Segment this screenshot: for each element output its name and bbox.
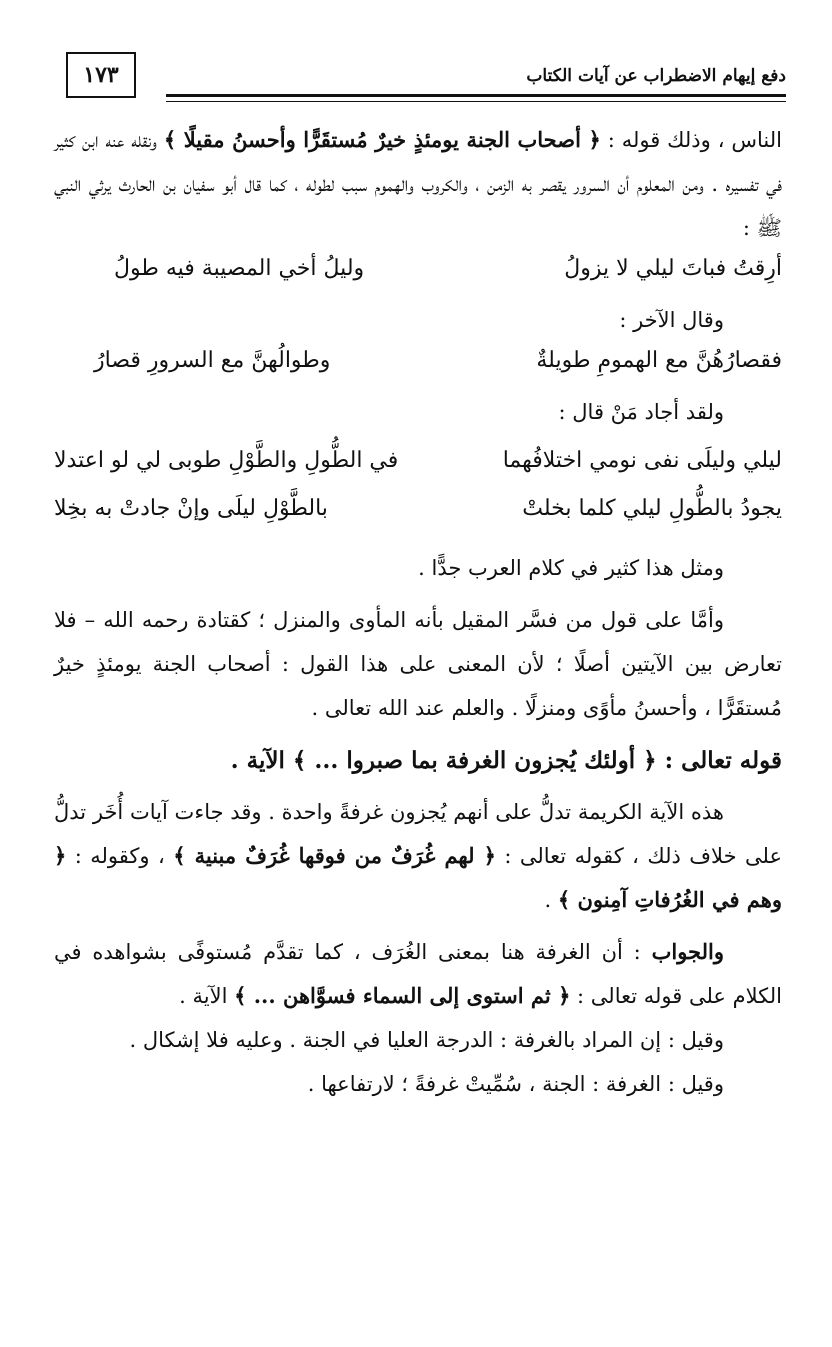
- quran-quote: أولئك يُجزون الغرفة بما صبروا ...: [306, 747, 644, 774]
- paragraph-well-said: ولقد أجاد مَنْ قال :: [558, 400, 724, 424]
- text-span: الآية .: [179, 984, 235, 1008]
- verse-first-hemistich: أرِقتُ فباتَ ليلي لا يزولُ: [564, 256, 782, 281]
- text-span: قوله تعالى :: [656, 747, 782, 774]
- ornate-bracket-open: ﴿: [483, 843, 496, 868]
- text-span: هذه الآية الكريمة تدلُّ على أنهم يُجزون غرفةً واحدة . وقد جاءت آيات أُخَر تدلُّ على خلاف ذلك ، كقوله تعالى :: [54, 800, 782, 868]
- header-rule-thin: [166, 101, 786, 102]
- verse-second-hemistich: في الطُّولِ والطَّوْلِ طوبى لي لو اعتدلا: [54, 448, 399, 473]
- paragraph-common: ومثل هذا كثير في كلام العرب جدًّا .: [418, 556, 724, 580]
- poem-verse-2: [54, 342, 782, 390]
- ornate-bracket-close: ﴾: [234, 983, 247, 1008]
- ornate-bracket-open: ﴿: [54, 843, 67, 868]
- ornate-bracket-open: ﴿: [588, 127, 601, 152]
- running-title: دفع إيهام الاضطراب عن آيات الكتاب: [526, 66, 786, 86]
- quran-quote: لهم غُرَفٌ من فوقها غُرَفٌ مبنية: [185, 843, 484, 868]
- quran-quote: أصحاب الجنة يومئذٍ خيرٌ مُستقَرًّا وأحسنُ مقيلًا: [176, 127, 589, 152]
- verse-first-hemistich: فقصارُهُنَّ مع الهمومِ طويلةٌ: [536, 348, 782, 373]
- paragraph-said-2: وقيل : الغرفة : الجنة ، سُمِّيتْ غرفةً ؛ لارتفاعها .: [307, 1072, 724, 1096]
- ornate-bracket-close: ﴾: [173, 843, 186, 868]
- poem-verse-1: [54, 250, 782, 298]
- answer-label: والجواب: [651, 939, 724, 964]
- ornate-bracket-close: ﴾: [292, 747, 307, 774]
- ornate-bracket-close: ﴾: [557, 887, 571, 912]
- text-span: ونقله عنه ابن كثير في تفسيره . ومن المعلوم أن السرور يقصر به الزمن ، والكروب والهموم سبب لطوله ، كما قال أبو سفيان بن الحارث يرثي النبي ﷺ :: [54, 128, 782, 240]
- page-body: [54, 118, 782, 1106]
- text-span: : أن الغرفة هنا بمعنى الغُرَف ، كما تقدَّم مُستوفًى بشواهده في الكلام على قوله تعالى :: [54, 940, 782, 1008]
- ornate-bracket-open: ﴿: [643, 747, 657, 774]
- quran-quote: وهم في الغُرُفاتِ آمِنون: [570, 887, 782, 912]
- paragraph-intro: [54, 118, 782, 250]
- poem-verse-3: [54, 442, 782, 490]
- text-span: .: [544, 888, 558, 912]
- poem-verse-4: [54, 490, 782, 538]
- paragraph-answer: [54, 930, 782, 1018]
- verse-first-hemistich: يجودُ بالطُّولِ ليلي كلما بخلتْ: [522, 496, 782, 521]
- header-rule-thick: [166, 94, 786, 97]
- paragraph-verse-conflict: [54, 790, 782, 922]
- paragraph-qatada: وأمَّا على قول من فسَّر المقيل بأنه المأوى والمنزل ؛ كقتادة رحمه الله – فلا تعارض بين الآيتين أصلًا ؛ لأن المعنى على هذا القول : أصحاب الجنة يومئذٍ خيرٌ مُستقَرًّا ، وأحسنُ مأوًى ومنزلًا . والعلم عند الله تعالى .: [54, 608, 782, 720]
- text-span: الآية .: [230, 747, 293, 774]
- paragraph-said-1: وقيل : إن المراد بالغرفة : الدرجة العليا في الجنة . وعليه فلا إشكال .: [129, 1028, 724, 1052]
- page-header: [66, 52, 786, 102]
- verse-first-hemistich: ليلي وليلَى نفى نومي اختلافُهما: [502, 448, 782, 473]
- ornate-bracket-close: ﴾: [163, 127, 177, 152]
- verse-second-hemistich: وليلُ أخي المصيبة فيه طولُ: [114, 256, 365, 281]
- ornate-bracket-open: ﴿: [558, 983, 571, 1008]
- text-span: الناس ، وذلك قوله :: [600, 128, 783, 152]
- paragraph-other-said: وقال الآخر :: [619, 308, 724, 332]
- page-number: ١٧٣: [66, 52, 136, 98]
- text-span: ، وكقوله :: [66, 844, 174, 868]
- section-heading: [54, 738, 782, 784]
- verse-second-hemistich: بالطَّوْلِ ليلَى وإنْ جادتْ به بخِلا: [54, 496, 328, 521]
- quran-quote: ثم استوى إلى السماء فسوَّاهن ...: [246, 983, 559, 1008]
- verse-second-hemistich: وطوالُهنَّ مع السرورِ قصارُ: [94, 348, 331, 373]
